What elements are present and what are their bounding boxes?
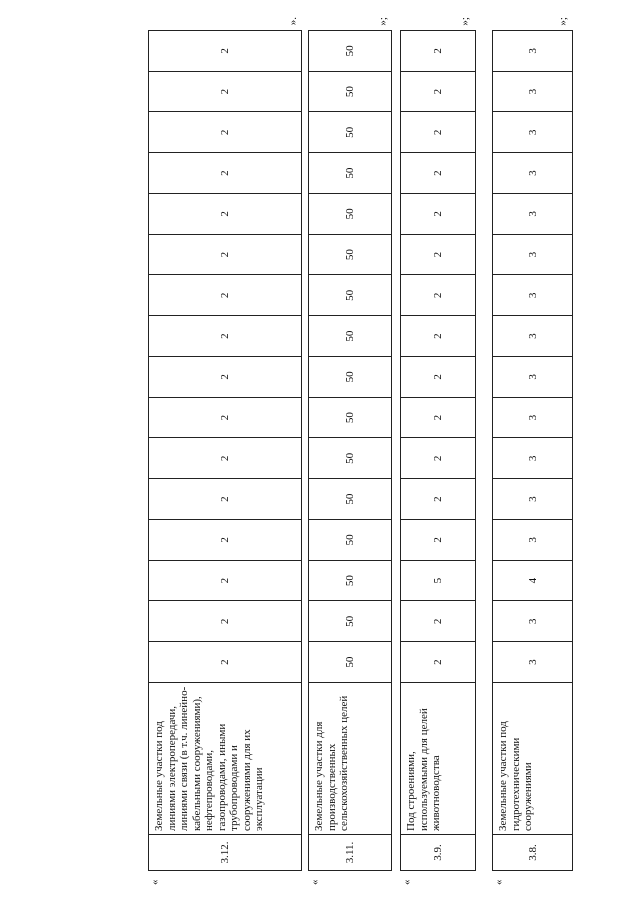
cell-value: 50 [309,479,392,520]
cell-value: 50 [309,560,392,601]
open-quote: « [493,879,505,885]
close-quote: »; [557,17,569,26]
cell-value: 3 [493,112,573,153]
cell-value: 3 [493,357,573,398]
cell-value: 3 [493,194,573,235]
cell-value: 50 [309,316,392,357]
close-quote: »; [377,17,389,26]
cell-value: 2 [401,234,476,275]
cell-value: 50 [309,275,392,316]
cell-value: 2 [149,316,302,357]
open-quote: « [149,879,161,885]
cell-value: 2 [149,275,302,316]
cell-value: 50 [309,397,392,438]
cell-value: 2 [149,357,302,398]
row-name: Под строениями, используемыми для целей животноводства [401,683,476,835]
cell-value: 3 [493,153,573,194]
row-name: Земельные участки под гидротехническими сооружениями [493,683,573,835]
cell-value: 2 [149,31,302,72]
cell-value: 50 [309,520,392,561]
cell-value: 2 [401,642,476,683]
cell-value: 3 [493,601,573,642]
cell-value: 50 [309,234,392,275]
cell-value: 2 [401,316,476,357]
cell-value: 2 [149,438,302,479]
cell-value: 2 [401,601,476,642]
row-name: Земельные участки под линиями электропередачи, линиями связи (в т.ч. линейно-кабельными сооружениями), нефтепроводами, газопроводами, иными трубопроводами и сооружениями для их эксплуатации [149,683,302,835]
cell-value: 2 [401,31,476,72]
close-quote: »; [459,17,471,26]
cell-value: 3 [493,31,573,72]
cell-value: 2 [401,71,476,112]
cell-value: 3 [493,316,573,357]
table-block-3-12 [148,17,302,885]
cell-value: 50 [309,153,392,194]
cell-value: 4 [493,560,573,601]
cell-value: 3 [493,438,573,479]
cell-value: 2 [401,438,476,479]
cell-value: 2 [149,479,302,520]
cell-value: 50 [309,642,392,683]
cell-value: 3 [493,520,573,561]
open-quote: « [401,879,413,885]
row-number: 3.9. [401,835,476,871]
cell-value: 3 [493,397,573,438]
row-number: 3.12. [149,835,302,871]
cell-value: 3 [493,275,573,316]
cell-value: 3 [493,642,573,683]
cell-value: 50 [309,357,392,398]
cell-value: 50 [309,194,392,235]
cell-value: 3 [493,234,573,275]
cell-value: 2 [401,194,476,235]
cell-value: 2 [149,520,302,561]
row-number: 3.11. [309,835,392,871]
cell-value: 2 [401,153,476,194]
cell-value: 50 [309,438,392,479]
table-block-3-11 [308,17,392,885]
row-name: Земельные участки для производственных сельскохозяйственных целей [309,683,392,835]
cell-value: 2 [401,112,476,153]
cell-value: 2 [401,357,476,398]
cell-value: 3 [493,71,573,112]
cell-value: 2 [149,71,302,112]
table-row-3-12 [148,30,302,871]
cell-value: 2 [401,479,476,520]
table-block-3-8 [492,17,573,885]
close-quote: ». [287,17,299,26]
cell-value: 2 [401,275,476,316]
cell-value: 50 [309,601,392,642]
cell-value: 2 [149,153,302,194]
cell-value: 3 [493,479,573,520]
cell-value: 2 [149,601,302,642]
cell-value: 50 [309,112,392,153]
cell-value: 2 [149,112,302,153]
cell-value: 2 [401,520,476,561]
table-row-3-9 [400,30,476,871]
row-number: 3.8. [493,835,573,871]
cell-value: 2 [149,234,302,275]
table-row-3-8 [492,30,573,871]
cell-value: 50 [309,31,392,72]
cell-value: 50 [309,71,392,112]
open-quote: « [309,879,321,885]
cell-value: 2 [149,560,302,601]
table-block-3-9 [400,17,476,885]
cell-value: 2 [149,642,302,683]
table-row-3-11 [308,30,392,871]
cell-value: 2 [401,397,476,438]
cell-value: 2 [149,194,302,235]
cell-value: 5 [401,560,476,601]
cell-value: 2 [149,397,302,438]
